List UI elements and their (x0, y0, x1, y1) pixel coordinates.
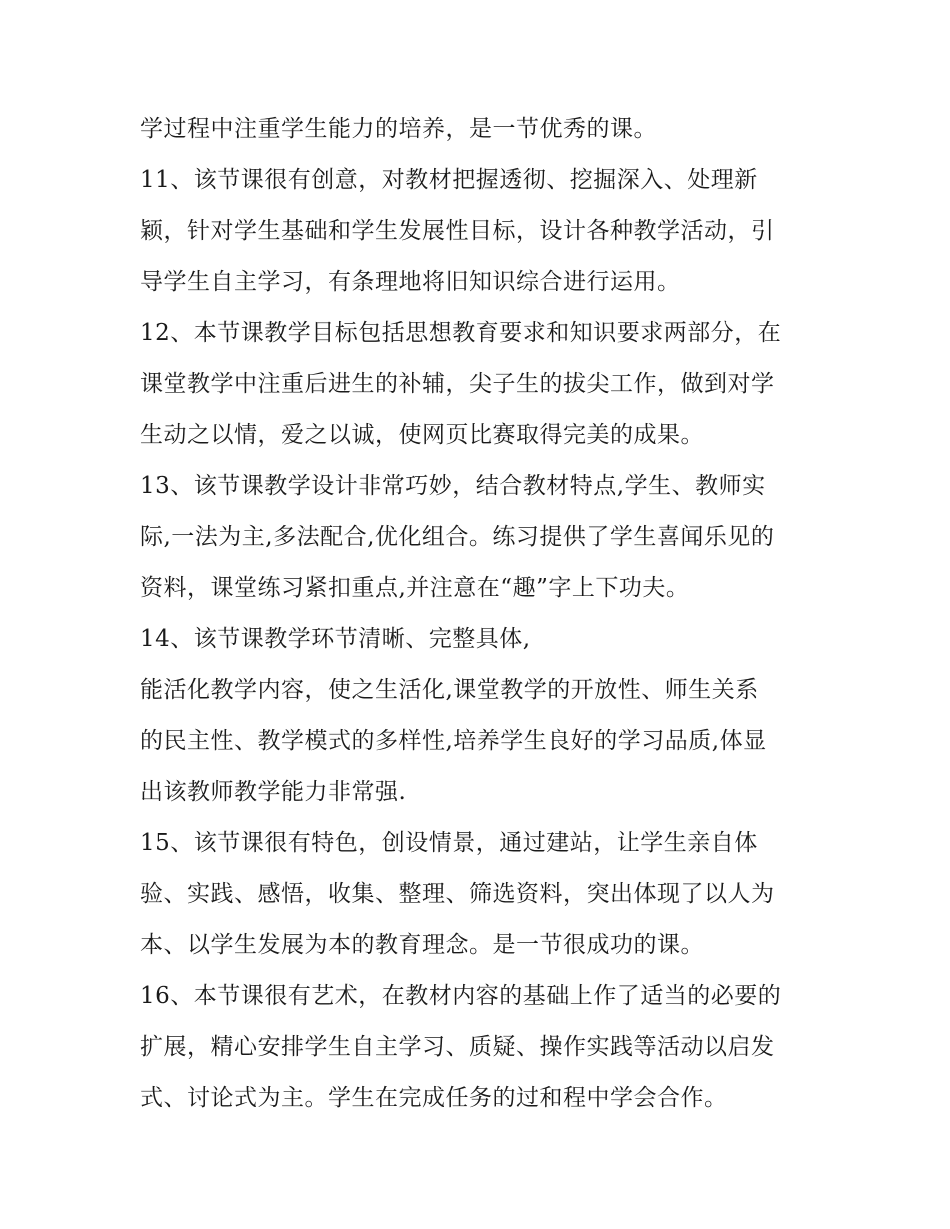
text-line: 能活化教学内容，使之生活化,课堂教学的开放性、师生关系 (140, 677, 759, 703)
text-line: 颖，针对学生基础和学生发展性目标，设计各种教学活动，引 (140, 218, 775, 244)
text-line: 的民主性、教学模式的多样性,培养学生良好的学习品质,体显 (140, 728, 767, 754)
document-body (140, 104, 820, 1124)
text-line: 学过程中注重学生能力的培养，是一节优秀的课。 (140, 116, 657, 142)
text-line: 16、本节课很有艺术，在教材内容的基础上作了适当的必要的 (140, 983, 782, 1009)
text-line: 11、该节课很有创意，对教材把握透彻、挖掘深入、处理新 (140, 167, 758, 193)
text-line: 验、实践、感悟，收集、整理、筛选资料，突出体现了以人为 (140, 881, 775, 907)
text-line: 课堂教学中注重后进生的补辅，尖子生的拔尖工作，做到对学 (140, 371, 775, 397)
text-line: 出该教师教学能力非常强. (140, 779, 407, 805)
text-line: 导学生自主学习，有条理地将旧知识综合进行运用。 (140, 269, 681, 295)
text-line: 资料，课堂练习紧扣重点,并注意在“趣”字上下功夫。 (140, 575, 690, 601)
text-line: 际,一法为主,多法配合,优化组合。练习提供了学生喜闻乐见的 (140, 524, 775, 550)
text-line: 生动之以情，爱之以诚，使网页比赛取得完美的成果。 (140, 422, 704, 448)
text-line: 扩展，精心安排学生自主学习、质疑、操作实践等活动以启发 (140, 1034, 775, 1060)
text-line: 本、以学生发展为本的教育理念。是一节很成功的课。 (140, 932, 704, 958)
text-line: 12、本节课教学目标包括思想教育要求和知识要求两部分，在 (140, 320, 782, 346)
text-line: 15、该节课很有特色，创设情景，通过建站，让学生亲自体 (140, 830, 758, 856)
text-line: 13、该节课教学设计非常巧妙，结合教材特点,学生、教师实 (140, 473, 766, 499)
text-line: 14、该节课教学环节清晰、完整具体, (140, 626, 531, 652)
text-line: 式、讨论式为主。学生在完成任务的过和程中学会合作。 (140, 1085, 728, 1111)
